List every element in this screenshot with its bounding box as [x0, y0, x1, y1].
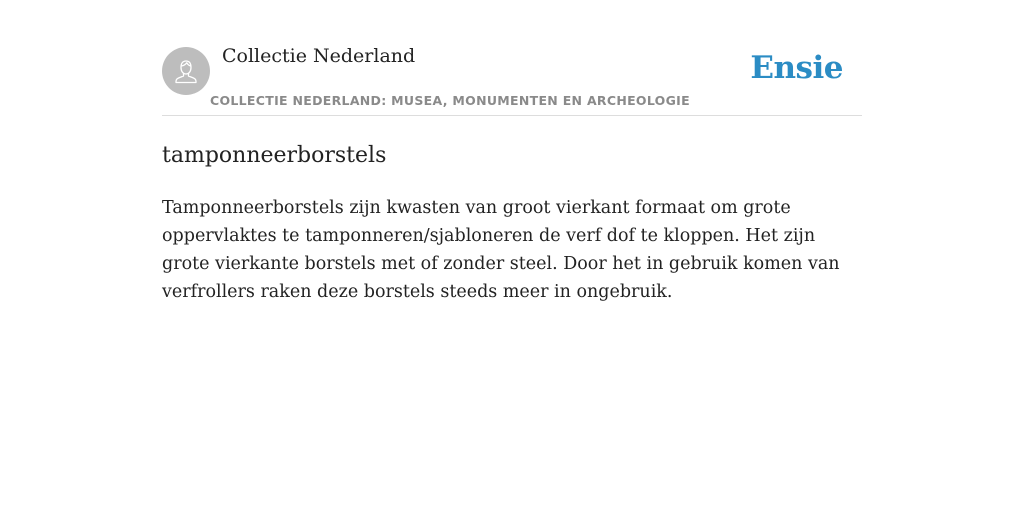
article-card: [162, 0, 862, 306]
article-body: Tamponneerborstels zijn kwasten van groot vierkant formaat om grote oppervlaktes te tamponneren/sjabloneren de verf dof te kloppen. Het zijn grote vierkante borstels met of zonder steel. Door het in gebruik komen van verfrollers raken deze borstels steeds meer in ongebruik.: [162, 198, 840, 302]
article-header: [162, 0, 862, 116]
ensie-logo[interactable]: Ensie: [750, 50, 843, 86]
author-name[interactable]: Collectie Nederland: [222, 45, 416, 67]
article-title: tamponneerborstels: [162, 143, 387, 168]
avatar[interactable]: [162, 47, 210, 95]
collection-link[interactable]: COLLECTIE NEDERLAND: MUSEA, MONUMENTEN EN ARCHEOLOGIE: [210, 93, 690, 108]
user-icon: [171, 56, 201, 86]
